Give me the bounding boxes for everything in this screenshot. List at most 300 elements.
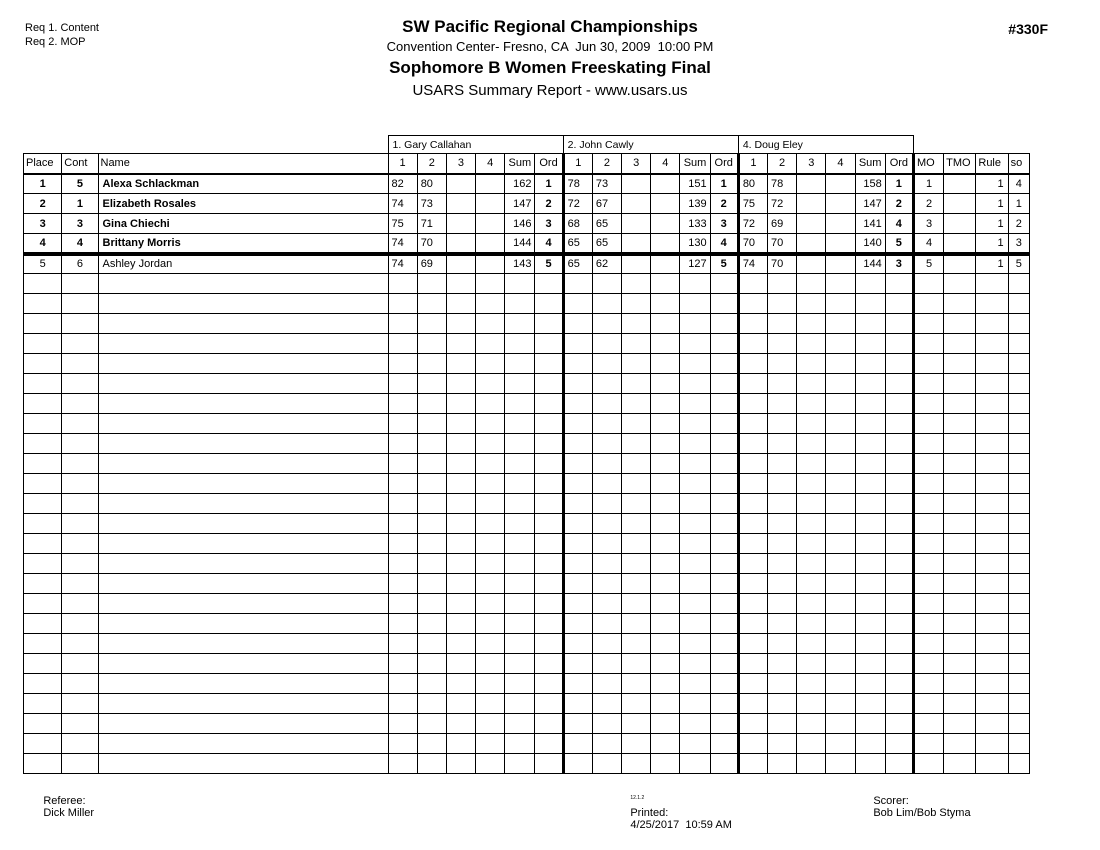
judge2-score3-cell xyxy=(622,374,651,394)
so-cell xyxy=(1008,594,1029,614)
judge3-score2-cell xyxy=(768,674,797,694)
tmo-cell xyxy=(944,174,976,194)
event-title: Sophomore B Women Freeskating Final xyxy=(389,58,711,77)
judge1-sum-cell xyxy=(505,654,535,674)
tmo-cell xyxy=(944,654,976,674)
judge2-score3-cell xyxy=(622,474,651,494)
judge2-sum-cell xyxy=(680,454,710,474)
rule-cell xyxy=(976,354,1008,374)
judge2-score4-cell xyxy=(651,214,680,234)
judge2-ordinal-cell xyxy=(710,334,738,354)
judge3-ordinal-cell xyxy=(885,354,913,374)
judge2-score4-cell xyxy=(651,274,680,294)
judge3-score4-cell xyxy=(826,354,855,374)
judge2-ordinal-cell xyxy=(710,574,738,594)
judge1-score3-cell xyxy=(446,654,475,674)
judge3-score3-cell xyxy=(797,634,826,654)
contestant-number-cell xyxy=(62,274,98,294)
judge1-score1-cell xyxy=(388,414,417,434)
empty-row xyxy=(24,674,1030,694)
judge1-score1-cell xyxy=(388,474,417,494)
judge3-score2-cell xyxy=(768,694,797,714)
judge1-sum-cell xyxy=(505,394,535,414)
rule-cell: 1 xyxy=(976,174,1008,194)
judge1-score1-cell xyxy=(388,614,417,634)
majority-ordinal-cell xyxy=(913,494,943,514)
contestant-number-cell xyxy=(62,494,98,514)
judge3-score2-cell xyxy=(768,534,797,554)
so-cell xyxy=(1008,674,1029,694)
so-cell: 3 xyxy=(1008,234,1029,254)
judge1-ordinal-cell xyxy=(535,574,563,594)
majority-ordinal-cell xyxy=(913,554,943,574)
judge2-score4-cell xyxy=(651,754,680,774)
judge1-sum-cell xyxy=(505,534,535,554)
judge3-score2-cell xyxy=(768,634,797,654)
judge3-sum-cell xyxy=(855,314,885,334)
judge3-score4-cell xyxy=(826,534,855,554)
judge3-ordinal-cell xyxy=(885,594,913,614)
judge1-ordinal-cell xyxy=(535,494,563,514)
majority-ordinal-cell xyxy=(913,414,943,434)
judge3-score1-cell xyxy=(738,594,767,614)
judge1-score2-cell xyxy=(417,594,446,614)
judge1-score3-cell xyxy=(446,674,475,694)
judge3-sum-cell: 147 xyxy=(855,194,885,214)
judge1-score1-cell xyxy=(388,554,417,574)
judge1-ordinal-cell xyxy=(535,514,563,534)
empty-row xyxy=(24,754,1030,774)
col-header-judge3-2: 2 xyxy=(768,154,797,174)
judge3-ordinal-cell xyxy=(885,334,913,354)
judge1-score2-cell: 80 xyxy=(417,174,446,194)
judge2-sum-cell xyxy=(680,514,710,534)
judge1-score1-cell xyxy=(388,714,417,734)
judge3-score3-cell xyxy=(797,254,826,274)
contestant-number-cell xyxy=(62,454,98,474)
skater-name-cell xyxy=(98,694,388,714)
judge2-score1-cell xyxy=(563,534,592,554)
skater-name-cell: Brittany Morris xyxy=(98,234,388,254)
judge1-ordinal-cell xyxy=(535,294,563,314)
judge3-score4-cell xyxy=(826,734,855,754)
col-header-judge1-1: 1 xyxy=(388,154,417,174)
skater-name-cell xyxy=(98,654,388,674)
place-cell xyxy=(24,614,62,634)
judge2-score2-cell xyxy=(592,694,621,714)
judge1-score1-cell xyxy=(388,394,417,414)
judge1-score3-cell xyxy=(446,254,475,274)
judge3-score3-cell xyxy=(797,194,826,214)
judge3-ordinal-cell xyxy=(885,754,913,774)
judge2-score2-cell xyxy=(592,654,621,674)
judge1-score3-cell xyxy=(446,694,475,714)
judge1-score3-cell xyxy=(446,614,475,634)
empty-row xyxy=(24,594,1030,614)
place-cell xyxy=(24,494,62,514)
judge1-score2-cell xyxy=(417,634,446,654)
judge2-sum-cell: 139 xyxy=(680,194,710,214)
judge1-score3-cell xyxy=(446,294,475,314)
judge1-sum-cell: 143 xyxy=(505,254,535,274)
rule-cell xyxy=(976,494,1008,514)
judge2-ordinal-cell: 5 xyxy=(710,254,738,274)
judge2-score2-cell: 73 xyxy=(592,174,621,194)
majority-ordinal-cell xyxy=(913,394,943,414)
judge2-score3-cell xyxy=(622,294,651,314)
judge3-sum-cell: 140 xyxy=(855,234,885,254)
judge3-ordinal-cell xyxy=(885,414,913,434)
judge2-sum-cell xyxy=(680,374,710,394)
result-row xyxy=(24,234,1030,254)
judge1-sum-cell xyxy=(505,294,535,314)
rule-cell xyxy=(976,394,1008,414)
judge2-score2-cell xyxy=(592,454,621,474)
judge2-score3-cell xyxy=(622,274,651,294)
contestant-number-cell xyxy=(62,474,98,494)
judge3-score4-cell xyxy=(826,274,855,294)
col-header-judge2-2: 2 xyxy=(592,154,621,174)
skater-name-cell xyxy=(98,554,388,574)
judge3-score1-cell xyxy=(738,634,767,654)
place-cell xyxy=(24,534,62,554)
rule-cell xyxy=(976,534,1008,554)
judge1-score4-cell xyxy=(476,474,505,494)
judge2-score1-cell xyxy=(563,614,592,634)
place-cell xyxy=(24,474,62,494)
place-cell: 1 xyxy=(24,174,62,194)
so-cell xyxy=(1008,274,1029,294)
judge2-score2-cell: 67 xyxy=(592,194,621,214)
judge3-score2-cell xyxy=(768,314,797,334)
printed-datetime: 4/25/2017 10:59 AM xyxy=(630,819,732,831)
judge1-sum-cell xyxy=(505,634,535,654)
referee-name: Dick Miller xyxy=(43,807,95,819)
majority-ordinal-cell xyxy=(913,334,943,354)
judge2-score1-cell: 78 xyxy=(563,174,592,194)
judge2-score1-cell xyxy=(563,414,592,434)
place-cell xyxy=(24,454,62,474)
judge1-score4-cell xyxy=(476,654,505,674)
judge1-score4-cell xyxy=(476,514,505,534)
judge1-score3-cell xyxy=(446,214,475,234)
contestant-number-cell xyxy=(62,554,98,574)
judge2-score1-cell xyxy=(563,374,592,394)
majority-ordinal-cell xyxy=(913,594,943,614)
so-cell xyxy=(1008,354,1029,374)
result-row xyxy=(24,254,1030,274)
judge1-score4-cell xyxy=(476,314,505,334)
majority-ordinal-cell xyxy=(913,374,943,394)
rule-cell xyxy=(976,734,1008,754)
scorer-label: Scorer: xyxy=(873,795,909,807)
judge3-score1-cell: 72 xyxy=(738,214,767,234)
judge3-score1-cell: 75 xyxy=(738,194,767,214)
judge1-score3-cell xyxy=(446,594,475,614)
place-cell xyxy=(24,654,62,674)
judge3-score4-cell xyxy=(826,554,855,574)
judge2-ordinal-cell xyxy=(710,514,738,534)
judge1-score4-cell xyxy=(476,594,505,614)
judge3-score3-cell xyxy=(797,614,826,634)
judge2-sum-cell xyxy=(680,694,710,714)
judge3-sum-cell: 144 xyxy=(855,254,885,274)
judge3-sum-cell xyxy=(855,394,885,414)
judge3-sum-cell xyxy=(855,454,885,474)
rule-cell xyxy=(976,314,1008,334)
judge1-score3-cell xyxy=(446,374,475,394)
judge3-score3-cell xyxy=(797,334,826,354)
judge3-score2-cell xyxy=(768,334,797,354)
judge1-score2-cell xyxy=(417,374,446,394)
place-cell xyxy=(24,574,62,594)
judge-row-spacer-left xyxy=(24,136,389,154)
judge1-sum-cell xyxy=(505,614,535,634)
judge2-score3-cell xyxy=(622,654,651,674)
judge1-score4-cell xyxy=(476,434,505,454)
judge2-score1-cell xyxy=(563,474,592,494)
tmo-cell xyxy=(944,194,976,214)
judge1-sum-cell xyxy=(505,334,535,354)
empty-row xyxy=(24,334,1030,354)
majority-ordinal-cell xyxy=(913,694,943,714)
contestant-number-cell: 1 xyxy=(62,194,98,214)
col-header-judge2-1: 1 xyxy=(563,154,592,174)
place-cell xyxy=(24,334,62,354)
judge2-score2-cell xyxy=(592,374,621,394)
tmo-cell xyxy=(944,334,976,354)
judge2-score3-cell xyxy=(622,674,651,694)
judge2-ordinal-cell: 3 xyxy=(710,214,738,234)
result-row xyxy=(24,174,1030,194)
judge2-score3-cell xyxy=(622,554,651,574)
judge3-score4-cell xyxy=(826,634,855,654)
judge1-score3-cell xyxy=(446,334,475,354)
judge3-score4-cell xyxy=(826,694,855,714)
so-cell xyxy=(1008,494,1029,514)
judge1-ordinal-cell xyxy=(535,534,563,554)
majority-ordinal-cell xyxy=(913,654,943,674)
skater-name-cell xyxy=(98,634,388,654)
judge2-score4-cell xyxy=(651,494,680,514)
place-cell xyxy=(24,294,62,314)
judge1-score4-cell xyxy=(476,574,505,594)
judge2-score4-cell xyxy=(651,314,680,334)
judge2-score4-cell xyxy=(651,634,680,654)
contestant-number-cell xyxy=(62,594,98,614)
judge1-ordinal-cell: 1 xyxy=(535,174,563,194)
judge1-ordinal-cell xyxy=(535,674,563,694)
judge1-ordinal-cell xyxy=(535,634,563,654)
judge3-score4-cell xyxy=(826,194,855,214)
judge3-sum-cell xyxy=(855,614,885,634)
place-cell xyxy=(24,554,62,574)
tmo-cell xyxy=(944,474,976,494)
judge3-score3-cell xyxy=(797,554,826,574)
skater-name-cell: Ashley Jordan xyxy=(98,254,388,274)
judge1-score4-cell xyxy=(476,234,505,254)
judge2-score4-cell xyxy=(651,474,680,494)
judge1-ordinal-cell xyxy=(535,754,563,774)
judge1-score1-cell: 82 xyxy=(388,174,417,194)
contestant-number-cell xyxy=(62,334,98,354)
rule-cell xyxy=(976,674,1008,694)
judge1-score3-cell xyxy=(446,174,475,194)
judge2-ordinal-cell xyxy=(710,274,738,294)
report-header xyxy=(0,17,1100,99)
contestant-number-cell xyxy=(62,674,98,694)
judge3-score1-cell xyxy=(738,394,767,414)
judge3-score4-cell xyxy=(826,234,855,254)
tmo-cell xyxy=(944,414,976,434)
tmo-cell xyxy=(944,274,976,294)
skater-name-cell xyxy=(98,314,388,334)
judge3-ordinal-cell: 5 xyxy=(885,234,913,254)
judge2-sum-cell xyxy=(680,734,710,754)
judge2-score1-cell xyxy=(563,394,592,414)
judge2-sum-cell xyxy=(680,394,710,414)
contestant-number-cell xyxy=(62,294,98,314)
judge1-score4-cell xyxy=(476,454,505,474)
judge1-score1-cell xyxy=(388,574,417,594)
judge1-sum-cell xyxy=(505,494,535,514)
col-header-judge2-sum: Sum xyxy=(680,154,710,174)
so-cell xyxy=(1008,294,1029,314)
judge2-ordinal-cell xyxy=(710,294,738,314)
judge3-score3-cell xyxy=(797,574,826,594)
judge3-ordinal-cell xyxy=(885,674,913,694)
judge1-ordinal-cell xyxy=(535,694,563,714)
tmo-cell xyxy=(944,594,976,614)
judge3-sum-cell xyxy=(855,474,885,494)
judge2-score3-cell xyxy=(622,414,651,434)
judge3-score1-cell xyxy=(738,274,767,294)
tmo-cell xyxy=(944,494,976,514)
place-cell xyxy=(24,414,62,434)
judge3-sum-cell xyxy=(855,414,885,434)
judge2-score3-cell xyxy=(622,454,651,474)
empty-row xyxy=(24,354,1030,374)
judge2-score3-cell xyxy=(622,574,651,594)
report-title: USARS Summary Report - www.usars.us xyxy=(412,82,688,99)
judge1-sum-cell xyxy=(505,474,535,494)
judge3-ordinal-cell xyxy=(885,554,913,574)
judge1-score1-cell: 74 xyxy=(388,194,417,214)
contestant-number-cell xyxy=(62,394,98,414)
judge2-score2-cell xyxy=(592,334,621,354)
judge2-score4-cell xyxy=(651,374,680,394)
col-header-judge1-ord: Ord xyxy=(535,154,563,174)
so-cell xyxy=(1008,634,1029,654)
judge1-ordinal-cell: 3 xyxy=(535,214,563,234)
judge1-score3-cell xyxy=(446,734,475,754)
judge1-score4-cell xyxy=(476,534,505,554)
judge1-score2-cell xyxy=(417,394,446,414)
judge3-score1-cell xyxy=(738,494,767,514)
rule-cell xyxy=(976,414,1008,434)
judge1-score1-cell xyxy=(388,374,417,394)
judge2-sum-cell: 127 xyxy=(680,254,710,274)
judge2-score2-cell xyxy=(592,414,621,434)
place-cell xyxy=(24,374,62,394)
contestant-number-cell xyxy=(62,514,98,534)
judge1-sum-cell xyxy=(505,274,535,294)
judge1-score1-cell xyxy=(388,674,417,694)
judge3-score1-cell xyxy=(738,734,767,754)
skater-name-cell xyxy=(98,394,388,414)
judge3-ordinal-cell xyxy=(885,514,913,534)
judge2-sum-cell xyxy=(680,294,710,314)
judge3-sum-cell xyxy=(855,694,885,714)
judge1-sum-cell xyxy=(505,594,535,614)
judge1-score2-cell xyxy=(417,714,446,734)
judge3-score3-cell xyxy=(797,754,826,774)
referee-label: Referee: xyxy=(43,795,86,807)
judge3-sum-cell xyxy=(855,434,885,454)
majority-ordinal-cell xyxy=(913,274,943,294)
judge2-score4-cell xyxy=(651,194,680,214)
judge3-score2-cell xyxy=(768,274,797,294)
judge1-score1-cell xyxy=(388,734,417,754)
judge2-ordinal-cell xyxy=(710,434,738,454)
judge3-score2-cell: 70 xyxy=(768,234,797,254)
judge3-score2-cell xyxy=(768,434,797,454)
empty-row xyxy=(24,634,1030,654)
judge2-score3-cell xyxy=(622,534,651,554)
judge3-score4-cell xyxy=(826,294,855,314)
place-cell: 4 xyxy=(24,234,62,254)
judge1-score2-cell xyxy=(417,694,446,714)
judge2-sum-cell xyxy=(680,494,710,514)
judge1-ordinal-cell xyxy=(535,554,563,574)
judge3-score3-cell xyxy=(797,714,826,734)
judge2-ordinal-cell xyxy=(710,314,738,334)
judge2-score1-cell xyxy=(563,454,592,474)
judge1-score3-cell xyxy=(446,554,475,574)
place-cell xyxy=(24,674,62,694)
empty-row xyxy=(24,654,1030,674)
printed-label: Printed: xyxy=(630,807,669,819)
judge1-score2-cell xyxy=(417,614,446,634)
judge2-sum-cell xyxy=(680,594,710,614)
judge3-score2-cell xyxy=(768,614,797,634)
tmo-cell xyxy=(944,534,976,554)
col-header-rule: Rule xyxy=(976,154,1008,174)
skater-name-cell xyxy=(98,374,388,394)
col-header-place: Place xyxy=(24,154,62,174)
contestant-number-cell xyxy=(62,434,98,454)
judge2-score4-cell xyxy=(651,394,680,414)
judge1-ordinal-cell xyxy=(535,474,563,494)
judge1-sum-cell xyxy=(505,514,535,534)
judge2-score2-cell xyxy=(592,594,621,614)
judge3-score4-cell xyxy=(826,714,855,734)
col-header-cont: Cont xyxy=(62,154,98,174)
tmo-cell xyxy=(944,434,976,454)
judge3-score1-cell xyxy=(738,334,767,354)
tmo-cell xyxy=(944,294,976,314)
judge2-score3-cell xyxy=(622,614,651,634)
majority-ordinal-cell xyxy=(913,754,943,774)
judge3-score3-cell xyxy=(797,534,826,554)
judge3-score3-cell xyxy=(797,294,826,314)
rule-cell xyxy=(976,754,1008,774)
judge3-score2-cell xyxy=(768,474,797,494)
judge3-ordinal-cell xyxy=(885,614,913,634)
judge2-score3-cell xyxy=(622,194,651,214)
judge3-score1-cell xyxy=(738,414,767,434)
rule-cell xyxy=(976,554,1008,574)
